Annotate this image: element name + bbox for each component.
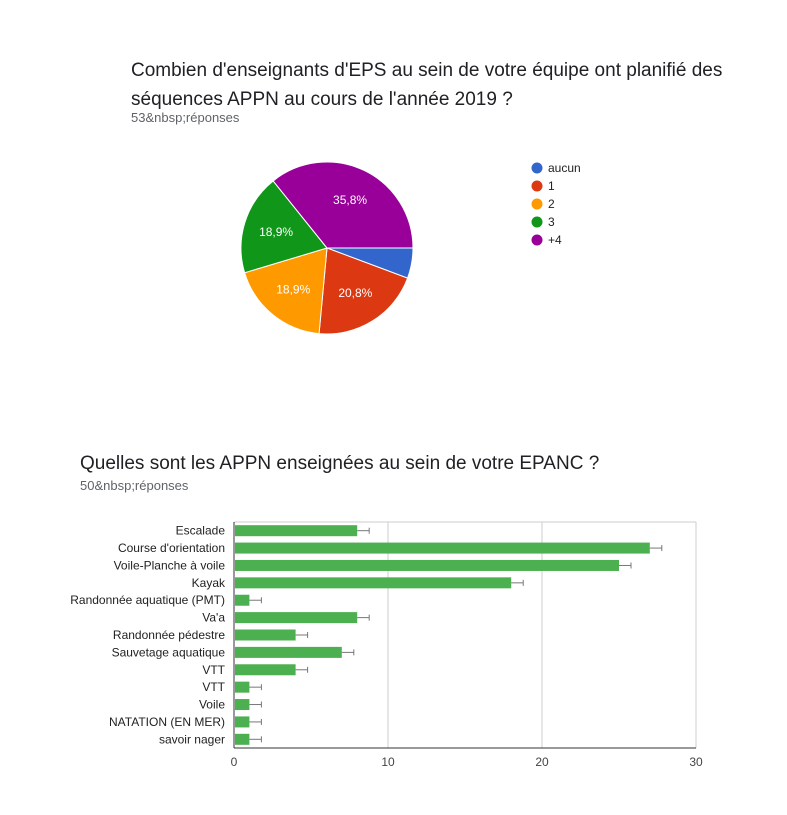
y-category-label: savoir nager [158,732,225,747]
y-category-label: Kayak [191,575,225,590]
y-category-label: Course d'orientation [117,541,225,556]
y-category-label: NATATION (EN MER) [109,714,225,729]
bar-kayak [235,577,511,588]
pie-data-label: 35,8% [333,192,368,207]
x-tick-label: 10 [381,755,395,769]
legend-label: 1 [548,179,555,193]
y-category-label: Voile-Planche à voile [113,558,225,573]
bar-voile [235,699,249,710]
bar-randonn-e-p-destre [235,630,296,641]
bar-randonn-e-aquatique-pmt [235,595,249,606]
bar-vtt [235,664,296,675]
y-category-label: Randonnée pédestre [112,628,225,642]
legend-label: 3 [548,215,555,229]
x-tick-label: 30 [689,755,703,769]
legend-label: 2 [548,197,555,211]
pie-data-label: 20,8% [338,286,373,301]
y-category-label: VTT [202,680,225,695]
bar-sauvetage-aquatique [235,647,342,658]
legend-label: +4 [548,233,562,247]
y-category-label: Randonnée aquatique (PMT) [70,593,225,608]
question1-response-count: 53&nbsp;réponses [131,110,240,125]
y-category-label: Sauvetage aquatique [111,645,225,660]
bar-course-d-orientation [235,543,650,554]
legend-label: aucun [548,161,581,175]
y-category-label: Voile [198,697,225,712]
question2-response-count: 50&nbsp;réponses [80,478,189,493]
bar-escalade [235,525,357,536]
bar-voile-planche-voile [235,560,619,571]
bar-natation-en-mer [235,716,249,727]
y-category-label: Escalade [175,523,225,538]
pie-data-label: 18,9% [276,282,311,297]
y-category-label: Va'a [202,610,225,625]
y-category-label: VTT [202,662,225,677]
bar-va-a [235,612,357,623]
x-tick-label: 0 [230,755,238,769]
bar-vtt [235,682,249,693]
bar-savoir-nager [235,734,249,745]
x-tick-label: 20 [535,755,549,769]
question2-title: Quelles sont les APPN enseignées au sein de votre EPANC ? [80,453,600,474]
question1-title: Combien d'enseignants d'EPS au sein de votre équipe ont planifié des séquences APPN au cours de l'année 2019 ? [131,60,723,110]
pie-data-label: 18,9% [259,225,294,240]
